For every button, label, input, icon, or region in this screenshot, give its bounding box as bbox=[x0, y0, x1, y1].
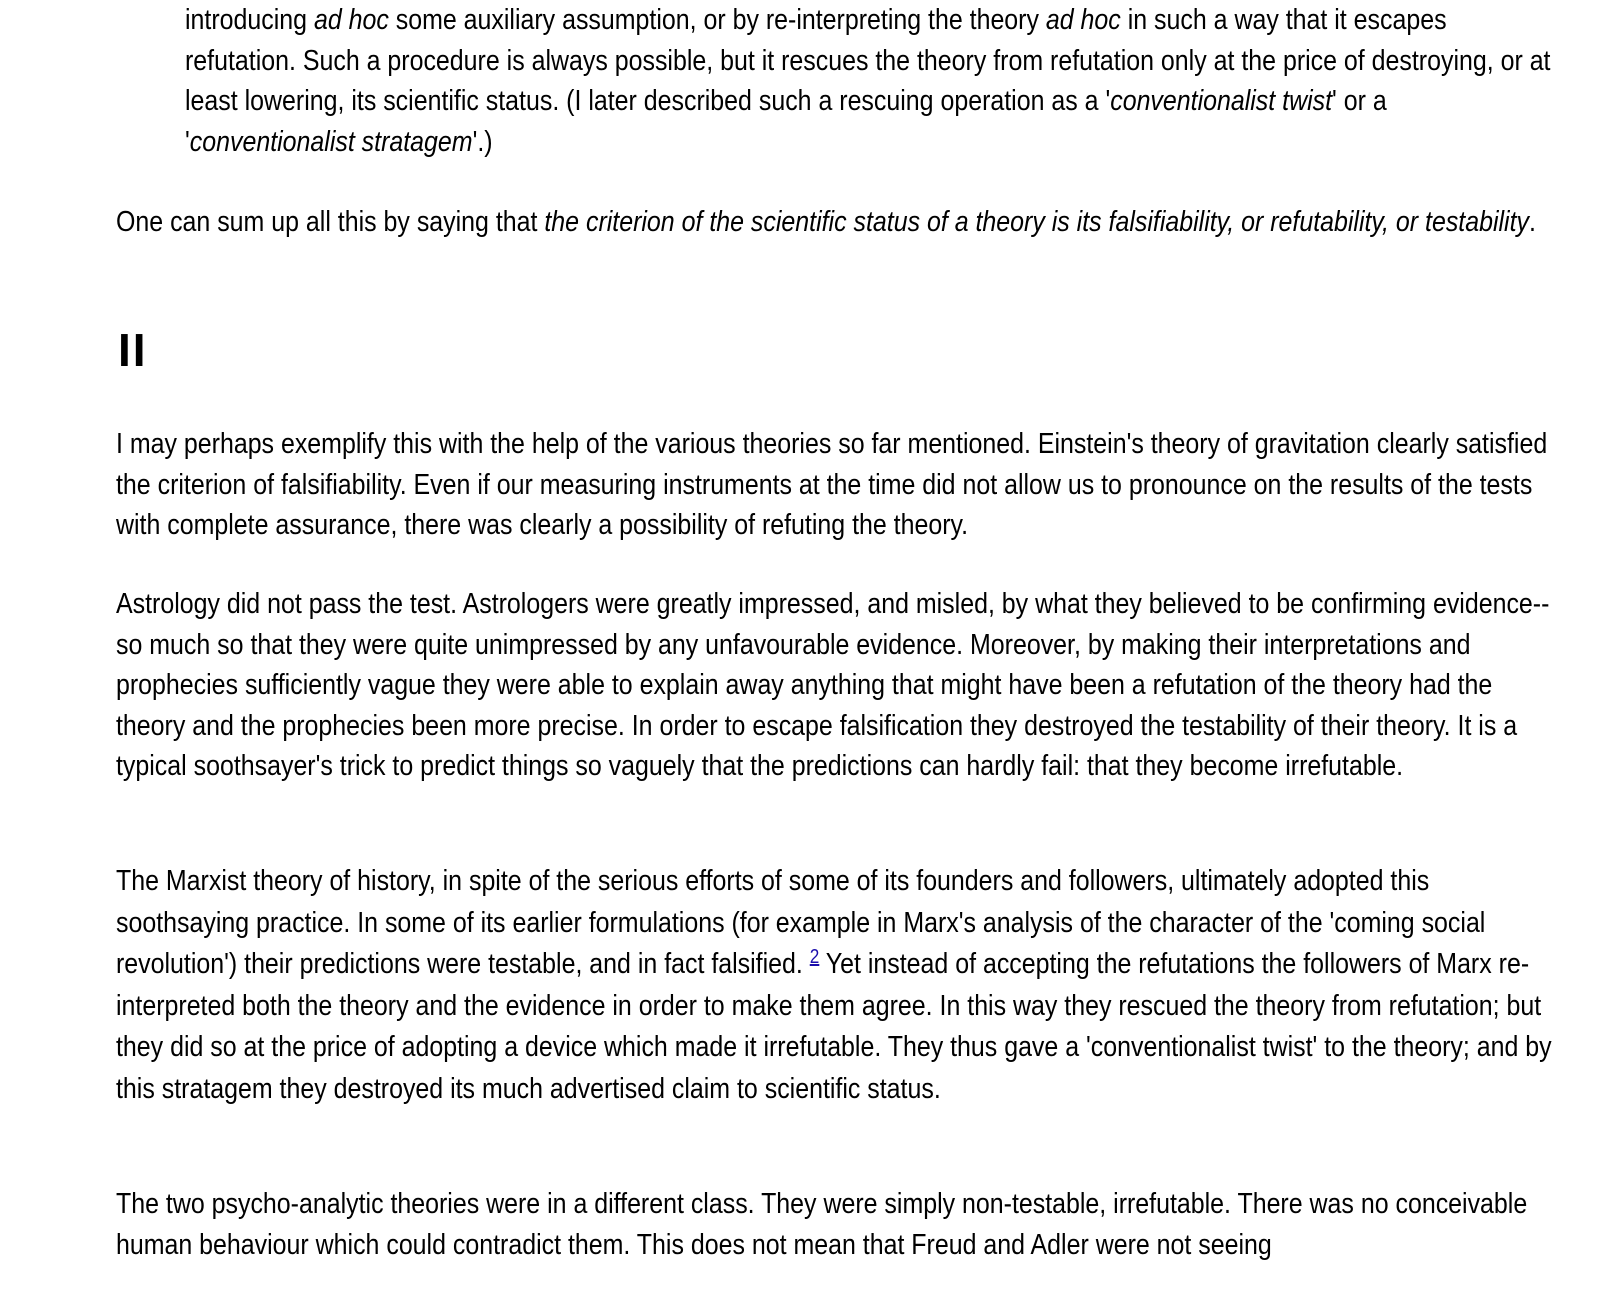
summary-emphasis: the criterion of the scientific status of a theory is its falsifiability, or refutability, or testability bbox=[544, 206, 1529, 238]
block-quote bbox=[185, 0, 1615, 162]
marxist-text-after: Yet instead of accepting the refutations the followers of Marx re-interpreted both the theory and the evidence in order to make them agree. In this way they rescued the theory from refutation; but they did so at the price of adopting a device which made it irrefutable. They thus gave a 'conventionalist twist' to the theory; and by this stratagem they destroyed its much advertised claim to scientific status. bbox=[116, 948, 1552, 1105]
quote-italic-ad-hoc-1: ad hoc bbox=[313, 4, 389, 36]
summary-paragraph bbox=[116, 202, 1557, 243]
footnote-link-2[interactable]: 2 bbox=[809, 946, 820, 968]
quote-italic-conventionalist-stratagem: conventionalist stratagem bbox=[189, 125, 473, 158]
summary-end: . bbox=[1528, 206, 1536, 238]
quote-text-5: '.) bbox=[472, 125, 493, 158]
astrology-block bbox=[116, 584, 1615, 787]
quote-text-1: introducing bbox=[185, 4, 314, 36]
section-heading: II bbox=[118, 324, 148, 376]
quote-text-2: some auxiliary assumption, or by re-interpreting the theory bbox=[388, 4, 1046, 36]
psycho-paragraph: The two psycho-analytic theories were in a different class. They were simply non-testable, irrefutable. There was no conceivable human behaviour which could contradict them. This does not mean that Freud and Adler were not seeing bbox=[116, 1188, 1528, 1261]
quote-italic-ad-hoc-2: ad hoc bbox=[1045, 4, 1121, 36]
quote-italic-conventionalist-twist: conventionalist twist bbox=[1110, 85, 1333, 117]
quote-paragraph bbox=[185, 0, 1555, 162]
marxist-block bbox=[116, 861, 1615, 1110]
marxist-paragraph bbox=[116, 861, 1557, 1110]
einstein-paragraph: I may perhaps exemplify this with the help of the various theories so far mentioned. Einstein's theory of gravitation clearly satisfied the criterion of falsifiability. Even if our measuring instruments at the time did not allow us to pronounce on the results of the tests with complete assurance, there was clearly a possibility of refuting the theory. bbox=[116, 428, 1548, 541]
astrology-paragraph: Astrology did not pass the test. Astrologers were greatly impressed, and misled, by what they believed to be confirming evidence--so much so that they were quite unimpressed by any unfavourable evidence. Moreover, by making their interpretations and prophecies sufficiently vague they were able to explain away anything that might have been a refutation of the theory had the theory and the prophecies been more precise. In order to escape falsification they destroyed the testability of their theory. It is a typical soothsayer's trick to predict things so vaguely that the predictions can hardly fail: that they become irrefutable. bbox=[116, 588, 1550, 782]
summary-lead: One can sum up all this by saying that bbox=[116, 206, 545, 238]
quote-text-3: in such a way that it escapes refutation. Such a procedure is always possible, but it rescues the theory from refutation only at the price of destroying, or at least lowering, its scientific status. (I later described such a rescuing operation as a ' bbox=[185, 4, 1551, 117]
psycho-block bbox=[116, 1184, 1615, 1265]
einstein-block bbox=[116, 424, 1615, 546]
summary-block bbox=[116, 202, 1615, 243]
marxist-text-before: The Marxist theory of history, in spite of the serious efforts of some of its founders and followers, ultimately adopted this soothsaying practice. In some of its earlier formulations (for example in Marx's analysis of the character of the 'coming social revolution') their predictions were testable, and in fact falsified. bbox=[116, 865, 1486, 980]
quote-text-4: ' or a ' bbox=[185, 85, 1387, 158]
